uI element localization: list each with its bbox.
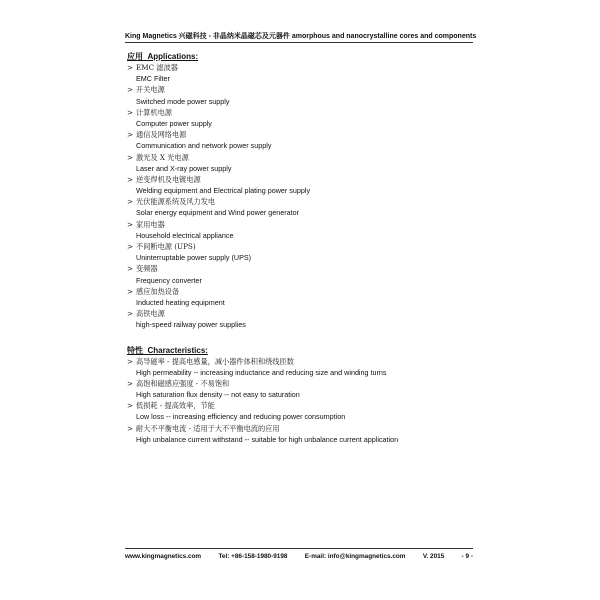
applications-heading (127, 51, 467, 62)
list-item (127, 423, 467, 445)
item-label-zh: 逆变焊机及电镀电源 (136, 174, 201, 184)
item-label-zh: 耐大不平衡电流 - 适用于大不平衡电流的应用 (136, 423, 280, 433)
list-item (127, 62, 467, 84)
bullet-marker: > (127, 107, 134, 117)
characteristics-heading-zh: 特性 (127, 344, 143, 355)
item-label-zh: 高铁电源 (136, 309, 165, 319)
bullet-marker: > (127, 401, 134, 411)
list-item (127, 129, 467, 151)
list-item (127, 84, 467, 106)
item-label-en: High saturation flux density -- not easy to saturation (136, 390, 300, 400)
list-item (127, 241, 467, 263)
characteristics-heading (127, 345, 467, 356)
list-item (127, 378, 467, 400)
bullet-marker: > (127, 219, 134, 229)
characteristics-heading-en: Characteristics: (147, 345, 208, 355)
item-label-zh: 高饱和磁感应强度 - 不易饱和 (136, 378, 230, 388)
item-label-en: Computer power supply (136, 118, 212, 128)
characteristics-list (127, 356, 467, 446)
item-label-zh: EMC 滤波器 (136, 63, 178, 72)
item-label-en: Frequency converter (136, 275, 202, 285)
footer-divider (125, 548, 473, 549)
footer-email-link[interactable]: E-mail: info@kingmagnetics.com (304, 553, 406, 560)
item-label-en: Low loss -- increasing efficiency and reducing power consumption (136, 412, 346, 422)
list-item (127, 308, 467, 330)
item-label-en: High unbalance current withstand -- suitable for high unbalance current application (136, 434, 399, 444)
list-item (127, 400, 467, 422)
bullet-marker: > (127, 378, 134, 388)
item-label-en: EMC Filter (136, 74, 170, 84)
bullet-marker: > (127, 242, 134, 251)
item-label-zh: 感应加热设备 (136, 286, 180, 296)
bullet-marker: > (127, 174, 134, 184)
item-label-zh: 家用电器 (136, 219, 165, 229)
bullet-marker: > (127, 356, 134, 366)
bullet-marker: > (127, 264, 134, 274)
page-header: King Magnetics 兴磁科技 - 非晶纳米晶磁芯及元器件 amorphous and nanocrystalline cores and components (125, 33, 477, 40)
item-label-en: Household electrical appliance (136, 230, 234, 240)
item-label-zh: 开关电源 (136, 85, 165, 95)
list-item (127, 107, 467, 129)
list-item (127, 174, 467, 196)
page-content (127, 51, 467, 445)
item-label-en: Communication and network power supply (136, 141, 272, 151)
list-item (127, 356, 467, 378)
applications-list (127, 62, 467, 331)
item-label-en: High permeability -- increasing inductance and reducing size and winding turns (136, 367, 387, 377)
item-label-en: Switched mode power supply (136, 96, 230, 106)
applications-heading-en: Applications: (147, 52, 199, 61)
item-label-en: Solar energy equipment and Wind power generator (136, 208, 300, 218)
item-label-zh: 不间断电源 (UPS) (136, 242, 196, 251)
bullet-marker: > (127, 63, 134, 72)
item-label-zh: 激光及 X 光电源 (136, 152, 189, 162)
bullet-marker: > (127, 85, 134, 95)
list-item (127, 196, 467, 218)
applications-heading-zh: 应用 (127, 51, 143, 61)
item-label-en: high-speed railway power supplies (136, 320, 246, 330)
item-label-zh: 计算机电源 (136, 107, 172, 117)
list-item (127, 263, 467, 285)
item-label-zh: 通信及网络电源 (136, 130, 187, 140)
item-label-en: Inducted heating equipment (136, 297, 225, 307)
bullet-marker: > (127, 423, 134, 433)
bullet-marker: > (127, 286, 134, 296)
page-footer (125, 553, 473, 560)
footer-telephone: Tel: +86-158-1980-9198 (218, 553, 288, 560)
list-item (127, 152, 467, 174)
section-spacer (127, 331, 467, 345)
footer-version: V. 2015 (422, 553, 445, 560)
bullet-marker: > (127, 152, 134, 162)
bullet-marker: > (127, 130, 134, 140)
list-item (127, 219, 467, 241)
item-label-zh: 光伏能源系统及风力发电 (136, 197, 216, 207)
bullet-marker: > (127, 197, 134, 207)
item-label-zh: 变频器 (136, 264, 158, 274)
footer-website-link[interactable]: www.kingmagnetics.com (125, 553, 202, 560)
item-label-en: Welding equipment and Electrical plating power supply (136, 186, 311, 196)
footer-page-number: - 9 - (461, 553, 473, 560)
item-label-en: Laser and X-ray power supply (136, 163, 232, 173)
bullet-marker: > (127, 309, 134, 319)
item-label-zh: 低损耗 - 提高效率，节能 (136, 401, 215, 411)
list-item (127, 286, 467, 308)
item-label-zh: 高导磁率 - 提高电感量，减小器件体积和绕线匝数 (136, 356, 294, 366)
header-divider (125, 42, 473, 43)
item-label-en: Uninterruptable power supply (UPS) (136, 253, 252, 263)
